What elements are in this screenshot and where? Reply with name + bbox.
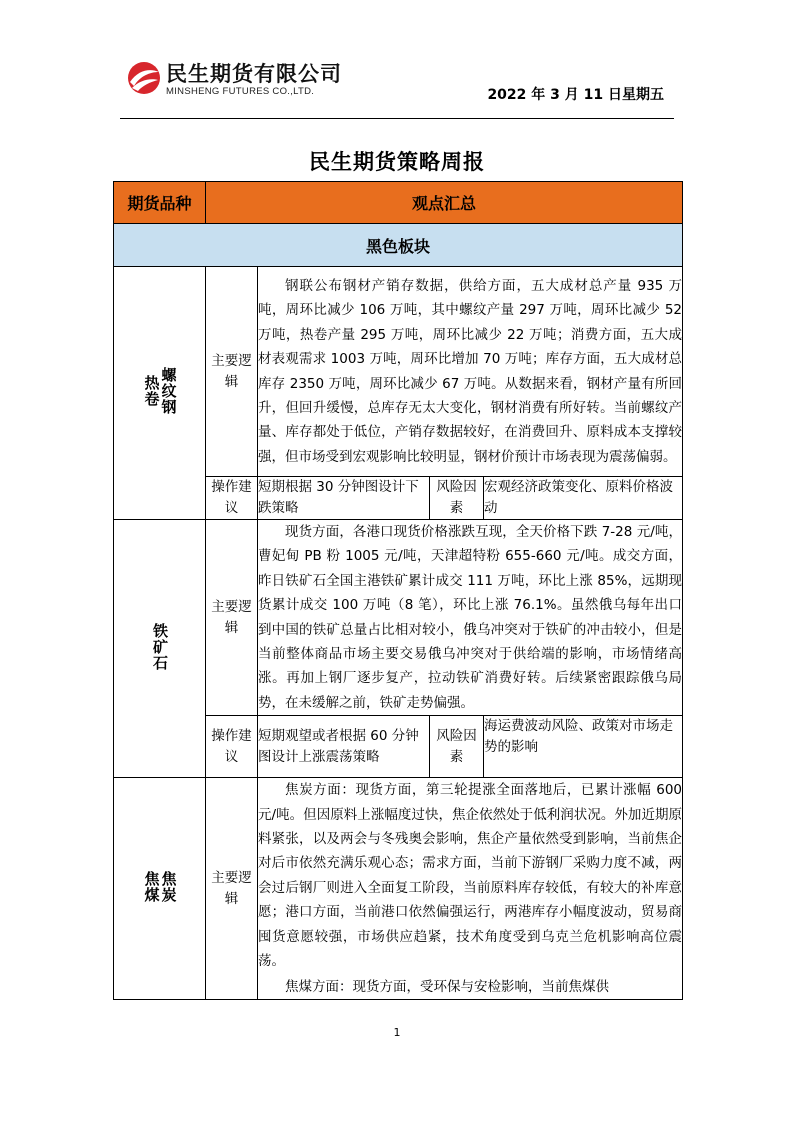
table-row [114,778,683,1000]
logic-label: 主要逻辑 [206,520,258,716]
logo-swoosh-icon [126,60,162,96]
product-name-iron-ore [114,520,206,778]
section-title-black: 黑色板块 [114,224,683,267]
product-label: 焦炭 [159,870,178,903]
product-label: 热卷 [142,375,161,407]
product-label: 螺纹钢 [159,367,178,415]
report-date: 2022 年 3 月 11 日星期五 [487,87,664,103]
section-row [114,224,683,267]
product-name-coke-coal [114,778,206,1000]
logic-label: 主要逻辑 [206,778,258,1000]
strategy-table [113,181,683,1000]
logic-content [258,267,683,477]
logic-paragraph: 焦煤方面：现货方面，受环保与安检影响，当前焦煤供 [285,978,609,995]
operation-label: 操作建议 [206,716,258,778]
table-header-row [114,182,683,224]
risk-factors: 海运费波动风险、政策对市场走势的影响 [484,716,683,778]
company-logo [126,58,366,102]
logic-content [258,778,683,1000]
document-title: 民生期货策略周报 [309,150,485,174]
logic-label: 主要逻辑 [206,267,258,477]
table-row [114,267,683,477]
page-number: 1 [393,1026,401,1039]
logic-paragraph: 现货方面，各港口现货价格涨跌互现，全天价格下跌 7-28 元/吨，曹妃甸 PB 粉 1005 元/吨，天津超特粉 655-660 元/吨。成交方面，昨日铁矿石全国主港铁矿累计成交 111 万吨，环比上涨 85%，远期现货累计成交 100 万吨（8 笔），环比上涨 76.1%。虽然俄乌每年出口到中国的铁矿总量占比相对较小，俄乌冲突对于铁矿的冲击较小，但是当前整体商品市场主要交易俄乌冲突对于供给端的影响，市场情绪高涨。再加上钢厂逐步复产，拉动铁矿消费好转。后续紧密跟踪俄乌局势，在未缓解之前，铁矿走势偏强。 [258,524,683,711]
risk-label: 风险因素 [430,716,484,778]
product-name-rebar-hotcoil [114,267,206,520]
logic-content [258,520,683,716]
operation-advice: 短期根据 30 分钟图设计下跌策略 [258,477,430,520]
col-header-summary: 观点汇总 [206,182,683,224]
table-row [114,520,683,716]
product-label: 焦煤 [142,870,161,903]
operation-advice: 短期观望或者根据 60 分钟图设计上涨震荡策略 [258,716,430,778]
col-header-product: 期货品种 [114,182,206,224]
logo-text-en: MINSHENG FUTURES CO.,LTD. [166,86,315,97]
operation-label: 操作建议 [206,477,258,520]
header-divider [120,118,674,119]
logo-text-cn: 民生期货有限公司 [166,62,342,86]
product-label: 铁矿石 [151,622,169,671]
logic-paragraph: 钢联公布钢材产销存数据，供给方面，五大成材总产量 935 万吨，周环比减少 106 万吨，其中螺纹产量 297 万吨，周环比减少 52 万吨，热卷产量 295 万吨，周环比减少 22 万吨；消费方面，五大成材表观需求 1003 万吨，周环比增加 70 万吨；库存方面，五大成材总库存 2350 万吨，周环比减少 67 万吨。从数据来看，钢材产量有所回升，但回升缓慢，总库存无太大变化，钢材消费有所好转。当前螺纹产量、库存都处于低位，产销存数据较好，在消费回升、原料成本支撑较强，但市场受到宏观影响比较明显，钢材价预计市场表现为震荡偏弱。 [258,277,683,465]
risk-factors: 宏观经济政策变化、原料价格波动 [484,477,683,520]
risk-label: 风险因素 [430,477,484,520]
logic-paragraph: 焦炭方面：现货方面，第三轮提涨全面落地后，已累计涨幅 600 元/吨。但因原料上涨幅度过快，焦企依然处于低利润状况。外加近期原料紧张，以及两会与冬残奥会影响，焦企产量依然受到影响，当前焦企对后市依然充满乐观心态；需求方面，当前下游钢厂采购力度不减，两会过后钢厂则进入全面复工阶段，当前原料库存较低，有较大的补库意愿；港口方面，当前港口依然偏强运行，两港库存小幅度波动，贸易商囤货意愿较强，市场供应趋紧，技术角度受到乌克兰危机影响高位震荡。 [258,782,683,970]
